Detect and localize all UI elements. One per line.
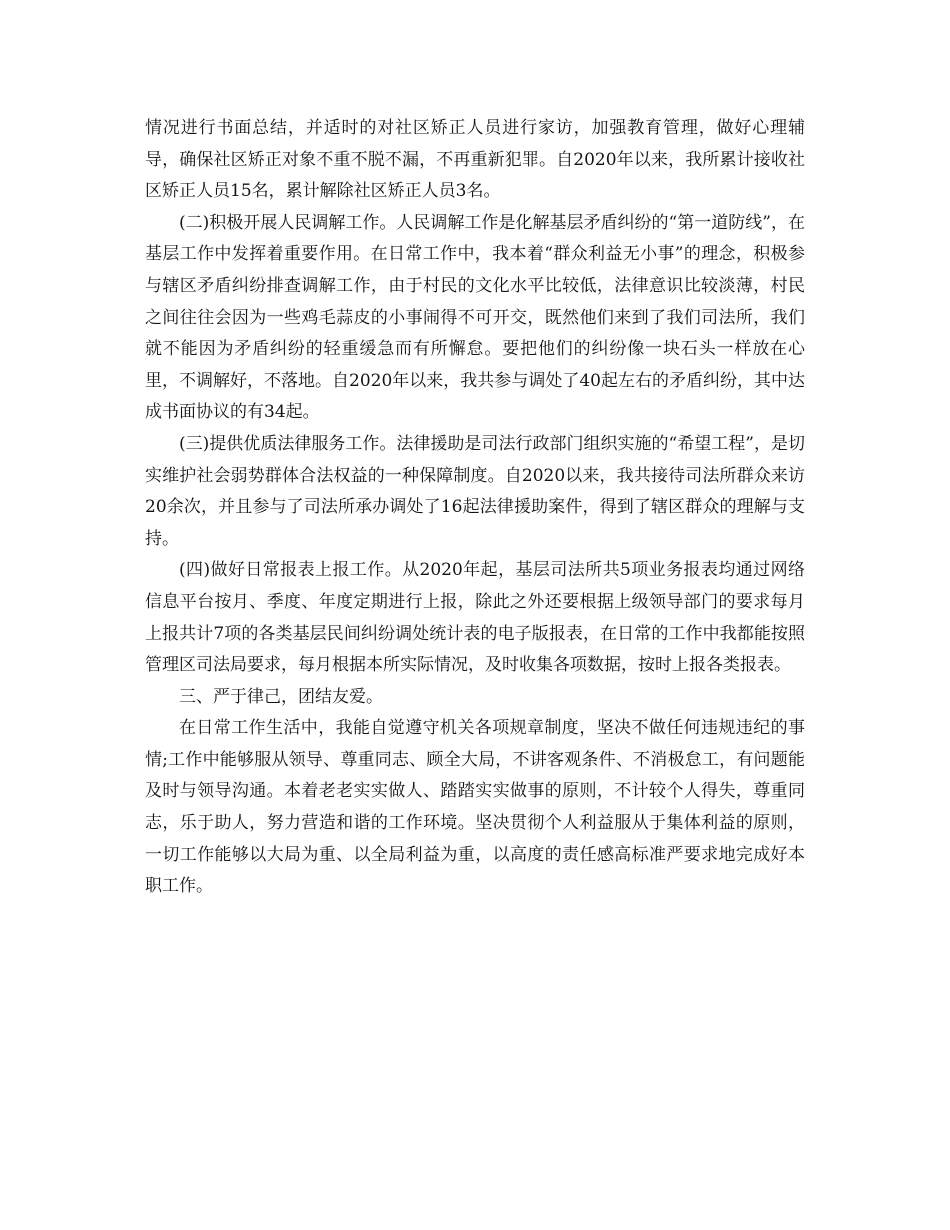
paragraph-legal-services: (三)提供优质法律服务工作。法律援助是司法行政部门组织实施的“希望工程”，是切实维护社会弱势群体合法权益的一种保障制度。自2020以来，我共接待司法所群众来访20余次，并且参与了司法所承办调处了16起法律援助案件，得到了辖区群众的理解与支持。 [145, 433, 805, 549]
paragraph-work-conduct: 在日常工作生活中，我能自觉遵守机关各项规章制度，坚决不做任何违规违纪的事情;工作中能够服从领导、尊重同志、顾全大局，不讲客观条件、不消极怠工，有问题能及时与领导沟通。本着老老实实做人、踏踏实实做事的原则，不计较个人得失，尊重同志，乐于助人，努力营造和谐的工作环境。坚决贯彻个人利益服从于集体利益的原则，一切工作能够以大局为重、以全局利益为重，以高度的责任感高标准严要求地完成好本职工作。 [145, 718, 805, 897]
paragraph-community-correction-summary: 情况进行书面总结，并适时的对社区矫正人员进行家访，加强教育管理，做好心理辅导，确保社区矫正对象不重不脱不漏，不再重新犯罪。自2020年以来，我所累计接收社区矫正人员15名，累计解除社区矫正人员3名。 [145, 118, 805, 202]
paragraph-daily-reports: (四)做好日常报表上报工作。从2020年起，基层司法所共5项业务报表均通过网络信息平台按月、季度、年度定期进行上报，除此之外还要根据上级领导部门的要求每月上报共计7项的各类基层民间纠纷调处统计表的电子版报表，在日常的工作中我都能按照管理区司法局要求，每月根据本所实际情况，及时收集各项数据，按时上报各类报表。 [145, 560, 805, 676]
document-page [145, 113, 805, 903]
paragraph-people-mediation: (二)积极开展人民调解工作。人民调解工作是化解基层矛盾纠纷的“第一道防线”，在基层工作中发挥着重要作用。在日常工作中，我本着“群众利益无小事”的理念，积极参与辖区矛盾纠纷排查调解工作，由于村民的文化水平比较低，法律意识比较淡薄，村民之间往往会因为一些鸡毛蒜皮的小事闹得不可开交，既然他们来到了我们司法所，我们就不能因为矛盾纠纷的轻重缓急而有所懈怠。要把他们的纠纷像一块石头一样放在心里，不调解好，不落地。自2020年以来，我共参与调处了40起左右的矛盾纠纷，其中达成书面协议的有34起。 [145, 212, 805, 423]
section-heading-self-discipline: 三、严于律己，团结友爱。 [179, 686, 383, 707]
